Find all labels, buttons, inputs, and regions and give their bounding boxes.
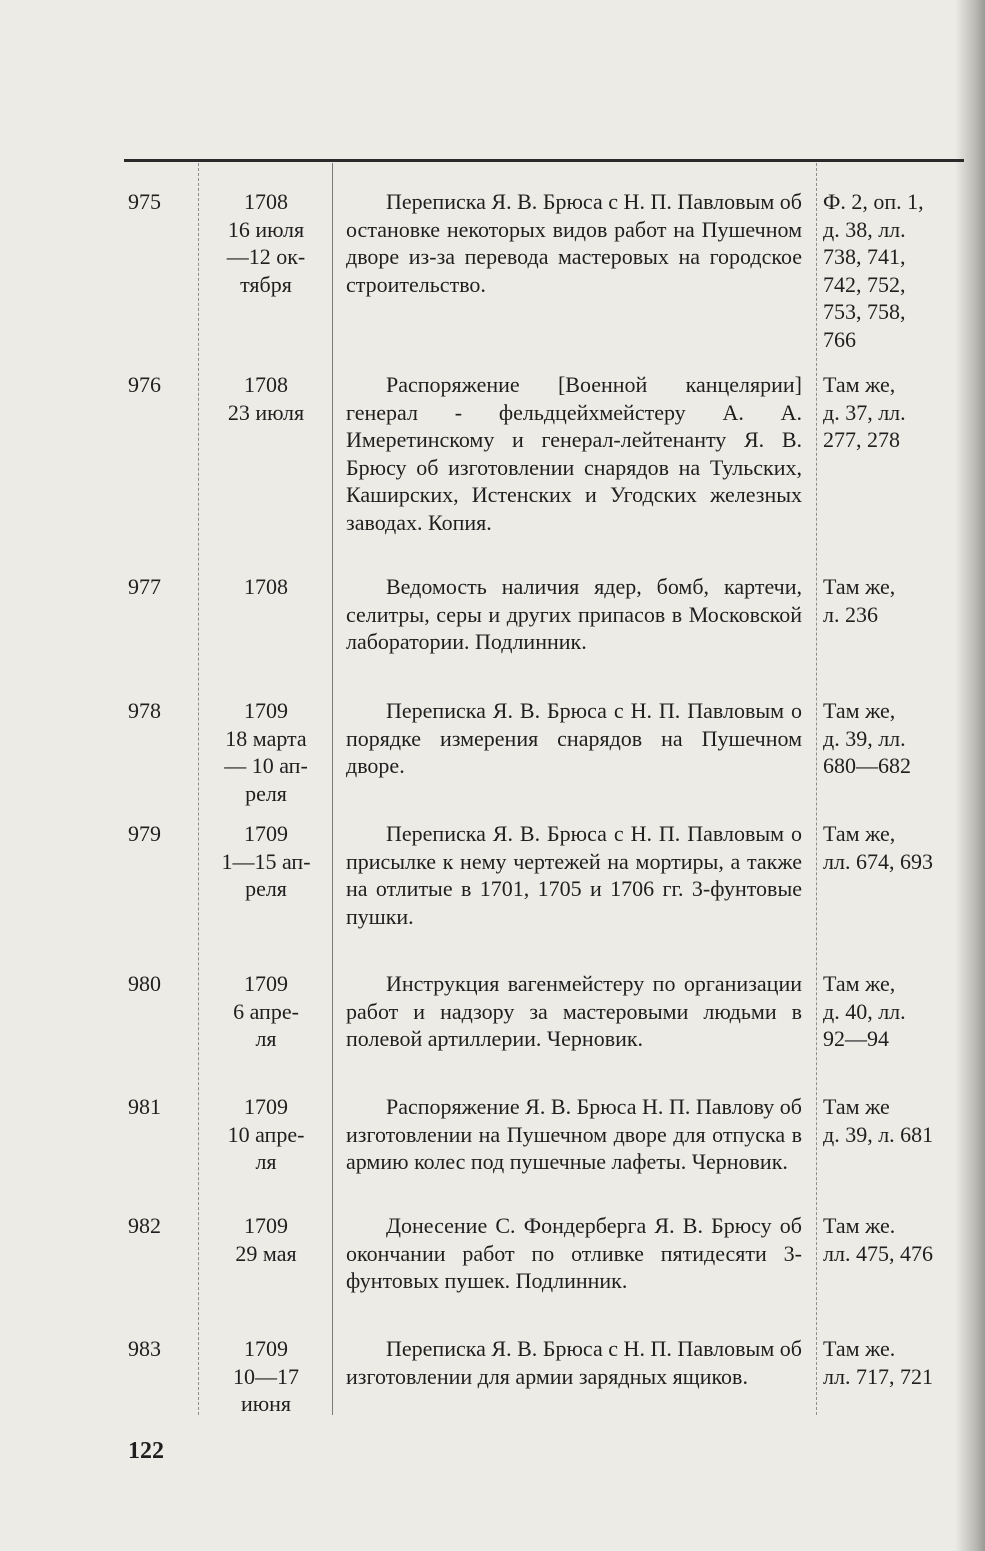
entry-archive-reference xyxy=(823,1212,983,1267)
entry-date-line: 10—17 xyxy=(233,1363,299,1389)
entry-number: 978 xyxy=(128,698,161,723)
entry-description: Переписка Я. В. Брюса с Н. П. Павловым об изготовлении для армии зарядных ящиков. xyxy=(346,1336,802,1389)
entry-date-line: 1709 xyxy=(244,1094,288,1119)
entry-archive-reference xyxy=(823,188,983,353)
entry-date-line: 10 апре- xyxy=(227,1121,305,1147)
entry-reference-line: д. 39, лл. xyxy=(823,725,906,751)
entry-reference-line: 766 xyxy=(823,326,856,352)
entry-date xyxy=(202,371,330,426)
entry-reference-line: 753, 758, xyxy=(823,299,906,324)
entry-archive-reference xyxy=(823,697,983,780)
entry-description: Распоряжение [Военной канцелярии] генерал - фельдцейхмейстеру А. А. Имеретинскому и генерал-лейтенанту Я. В. Брюсу об изготовлении снарядов на Тульских, Каширских, Истенских и Угодских железных заводах. Копия. xyxy=(346,372,802,535)
entry-reference-line: д. 39, л. 681 xyxy=(823,1121,934,1147)
column-divider xyxy=(198,163,199,1415)
entry-number: 983 xyxy=(128,1336,161,1361)
entry-date-line: ля xyxy=(255,1026,277,1051)
entry-date-line: 1708 xyxy=(244,574,288,599)
entry-reference-line: 738, 741, xyxy=(823,244,906,269)
entry-date-line: 1—15 ап- xyxy=(221,848,311,874)
entry-date-line: 1709 xyxy=(244,821,288,846)
entry-date-line: 23 июля xyxy=(227,399,305,425)
entry-reference-line: Ф. 2, оп. 1, xyxy=(823,189,924,214)
entry-description: Ведомость наличия ядер, бомб, картечи, селитры, серы и других припасов в Московской лаборатории. Подлинник. xyxy=(346,574,802,654)
entry-date-line: 1709 xyxy=(244,1336,288,1361)
entry-reference-line: Там же. xyxy=(823,1213,896,1238)
entry-date xyxy=(202,1093,330,1176)
entry-date-line: —12 ок- xyxy=(226,244,306,269)
entry-reference-line: л. 236 xyxy=(823,601,878,627)
entry-reference-line: Там же, xyxy=(823,821,896,846)
entry-archive-reference xyxy=(823,371,983,454)
entry-number: 976 xyxy=(128,372,161,397)
table-top-rule xyxy=(124,159,964,162)
entry-date-line: 1708 xyxy=(244,372,288,397)
entry-archive-reference xyxy=(823,820,983,875)
entry-description: Инструкция вагенмейстеру по организации работ и надзору за мастеровыми людьми в полевой артиллерии. Черновик. xyxy=(346,971,802,1051)
entry-reference-line: Там же xyxy=(823,1094,890,1119)
entry-reference-line: Там же. xyxy=(823,1336,896,1361)
entry-date-line: 6 апре- xyxy=(233,998,299,1024)
entry-number: 982 xyxy=(128,1213,161,1238)
entry-reference-line: лл. 717, 721 xyxy=(823,1363,933,1389)
entry-date-line: 1709 xyxy=(244,1213,288,1238)
entry-archive-reference xyxy=(823,970,983,1053)
entry-description: Донесение С. Фондерберга Я. В. Брюсу об окончании работ по отливке пятидесяти 3-фунтовых пушек. Подлинник. xyxy=(346,1213,802,1293)
entry-number: 977 xyxy=(128,574,161,599)
entry-date-line: июня xyxy=(240,1391,292,1416)
entry-reference-line: д. 38, лл. xyxy=(823,216,906,242)
entry-description: Переписка Я. В. Брюса с Н. П. Павловым об остановке некоторых видов работ на Пушечном дворе из-за перевода мастеровых на городское строительство. xyxy=(346,189,802,297)
entry-reference-line: 92—94 xyxy=(823,1026,889,1051)
entry-date xyxy=(202,1335,330,1418)
entry-date-line: 16 июля xyxy=(227,216,305,242)
entry-description: Переписка Я. В. Брюса с Н. П. Павловым о порядке измерения снарядов на Пушечном дворе. xyxy=(346,698,802,778)
entry-reference-line: Там же, xyxy=(823,698,896,723)
entry-date-line: 1708 xyxy=(244,189,288,214)
entry-date-line: — 10 ап- xyxy=(224,753,308,778)
entry-archive-reference xyxy=(823,1335,983,1390)
entry-date xyxy=(202,970,330,1053)
entry-description: Переписка Я. В. Брюса с Н. П. Павловым о присылке к нему чертежей на мортиры, а также на отлитые в 1701, 1705 и 1706 гг. 3-фунтовые пушки. xyxy=(346,821,802,929)
entry-number: 979 xyxy=(128,821,161,846)
entry-date-line: 29 мая xyxy=(235,1240,297,1266)
entry-reference-line: Там же, xyxy=(823,574,896,599)
entry-number: 975 xyxy=(128,189,161,214)
entry-number: 981 xyxy=(128,1094,161,1119)
column-divider xyxy=(332,163,333,1415)
entry-reference-line: д. 37, лл. xyxy=(823,399,906,425)
entry-date xyxy=(202,820,330,903)
entry-date xyxy=(202,1212,330,1267)
entry-reference-line: Там же, xyxy=(823,971,896,996)
entry-date xyxy=(202,573,330,601)
entry-reference-line: лл. 674, 693 xyxy=(823,848,933,874)
entry-date-line: ля xyxy=(255,1149,277,1174)
entry-reference-line: д. 40, лл. xyxy=(823,998,906,1024)
entry-reference-line: 742, 752, xyxy=(823,271,906,297)
entry-reference-line: лл. 475, 476 xyxy=(823,1240,933,1266)
entry-date-line: реля xyxy=(245,780,287,806)
entry-reference-line: 680—682 xyxy=(823,753,911,778)
entry-date-line: тября xyxy=(240,271,292,297)
entry-number: 980 xyxy=(128,971,161,996)
page-number: 122 xyxy=(128,1438,164,1464)
column-divider xyxy=(816,163,817,1415)
entry-date-line: 1709 xyxy=(244,971,288,996)
entry-date-line: 1709 xyxy=(244,698,288,723)
entry-date-line: 18 марта xyxy=(225,725,307,751)
entry-archive-reference xyxy=(823,573,983,628)
entry-date xyxy=(202,188,330,298)
entry-date-line: реля xyxy=(245,876,287,901)
entry-date xyxy=(202,697,330,807)
entry-archive-reference xyxy=(823,1093,983,1148)
entry-description: Распоряжение Я. В. Брюса Н. П. Павлову об изготовлении на Пушечном дворе для отпуска в армию колес под пушечные лафеты. Черновик. xyxy=(346,1094,802,1174)
entry-reference-line: Там же, xyxy=(823,372,896,397)
entry-reference-line: 277, 278 xyxy=(823,427,900,452)
